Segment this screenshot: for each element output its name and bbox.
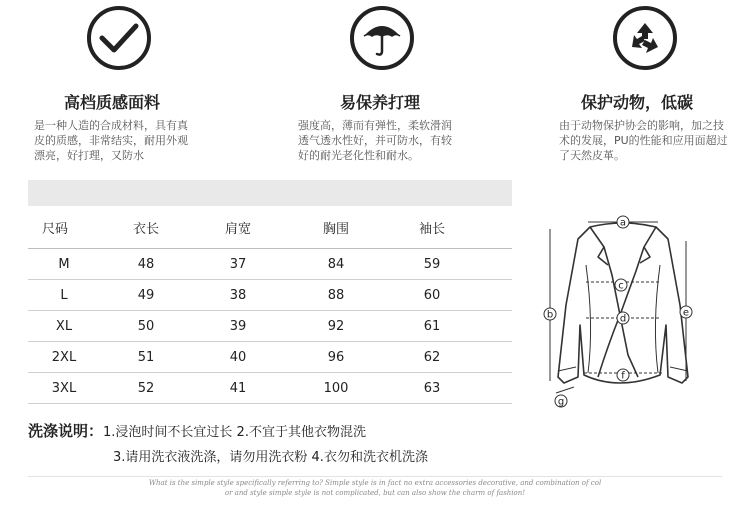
label-g: g: [557, 396, 565, 408]
table-row: [28, 342, 512, 373]
cell-chest: 84: [327, 256, 345, 272]
cell-length: 50: [137, 318, 155, 334]
header-sleeve: 袖长: [418, 221, 445, 237]
header-shoulder: 肩宽: [224, 221, 251, 237]
washing-instructions: [28, 420, 366, 441]
table-row: [28, 311, 512, 342]
feature-title: 高档质感面料: [64, 93, 161, 112]
cell-sleeve: 60: [423, 287, 441, 303]
label-b: b: [546, 309, 554, 321]
table-row: [28, 373, 512, 404]
cell-length: 52: [137, 380, 155, 396]
label-a: a: [619, 217, 627, 229]
cell-sleeve: 62: [423, 349, 441, 365]
cell-shoulder: 40: [229, 349, 247, 365]
cell-length: 51: [137, 349, 155, 365]
label-c: c: [618, 280, 624, 292]
cell-length: 48: [137, 256, 155, 272]
footer-line-1: What is the simple style specifically referring to? Simple style is in fact no extra accessories decorative, and combination of col: [148, 479, 602, 487]
washing-line-2: 3.请用洗衣液洗涤，请勿用洗衣粉 4.衣勿和洗衣机洗涤: [113, 450, 428, 465]
cell-chest: 88: [327, 287, 345, 303]
cell-chest: 96: [327, 349, 345, 365]
feature-description: 是一种人造的合成材料，具有真皮的质感，非常结实，耐用外观漂亮，好打理，又防水: [34, 119, 188, 162]
cell-size: 2XL: [51, 349, 77, 365]
table-row: [28, 249, 512, 280]
cell-size: XL: [55, 318, 73, 334]
cell-sleeve: 61: [423, 318, 441, 334]
divider: [28, 476, 722, 477]
cell-sleeve: 59: [423, 256, 441, 272]
feature-title: 易保养打理: [340, 93, 421, 112]
cell-shoulder: 37: [229, 256, 247, 272]
feature-title: 保护动物，低碳: [581, 93, 694, 112]
cell-size: 3XL: [51, 380, 77, 396]
header-length: 衣长: [132, 221, 159, 237]
cell-shoulder: 39: [229, 318, 247, 334]
header-chest: 胸围: [322, 221, 349, 237]
cell-length: 49: [137, 287, 155, 303]
table-header-row: [28, 206, 512, 249]
cell-sleeve: 63: [423, 380, 441, 396]
table-row: [28, 280, 512, 311]
table-header-band: [28, 180, 512, 206]
washing-label: 洗涤说明：: [28, 422, 104, 440]
feature-description: 由于动物保护协会的影响，加之技术的发展，PU的性能和应用面超过了天然皮革。: [559, 119, 728, 162]
feature-description: 强度高，薄而有弹性，柔软滑润透气透水性好，并可防水，有较好的耐光老化性和耐水。: [298, 119, 452, 162]
label-f: f: [621, 370, 625, 382]
cell-chest: 100: [323, 380, 349, 396]
cell-shoulder: 41: [229, 380, 247, 396]
label-e: e: [682, 307, 690, 319]
cell-shoulder: 38: [229, 287, 247, 303]
recycle-icon: [613, 6, 677, 70]
cell-chest: 92: [327, 318, 345, 334]
checkmark-icon: [87, 6, 151, 70]
washing-line-1: 1.浸泡时间不长宜过长 2.不宜于其他衣物混洗: [103, 425, 366, 440]
jacket-measurement-diagram: [528, 205, 728, 410]
cell-size: L: [60, 287, 68, 303]
umbrella-icon: [350, 6, 414, 70]
label-d: d: [619, 313, 627, 325]
header-size: 尺码: [42, 221, 69, 237]
size-table: [28, 206, 512, 404]
footer-line-2: or and style simple style is not complicated, but can also show the charm of fashion!: [224, 489, 526, 497]
cell-size: M: [58, 256, 70, 272]
